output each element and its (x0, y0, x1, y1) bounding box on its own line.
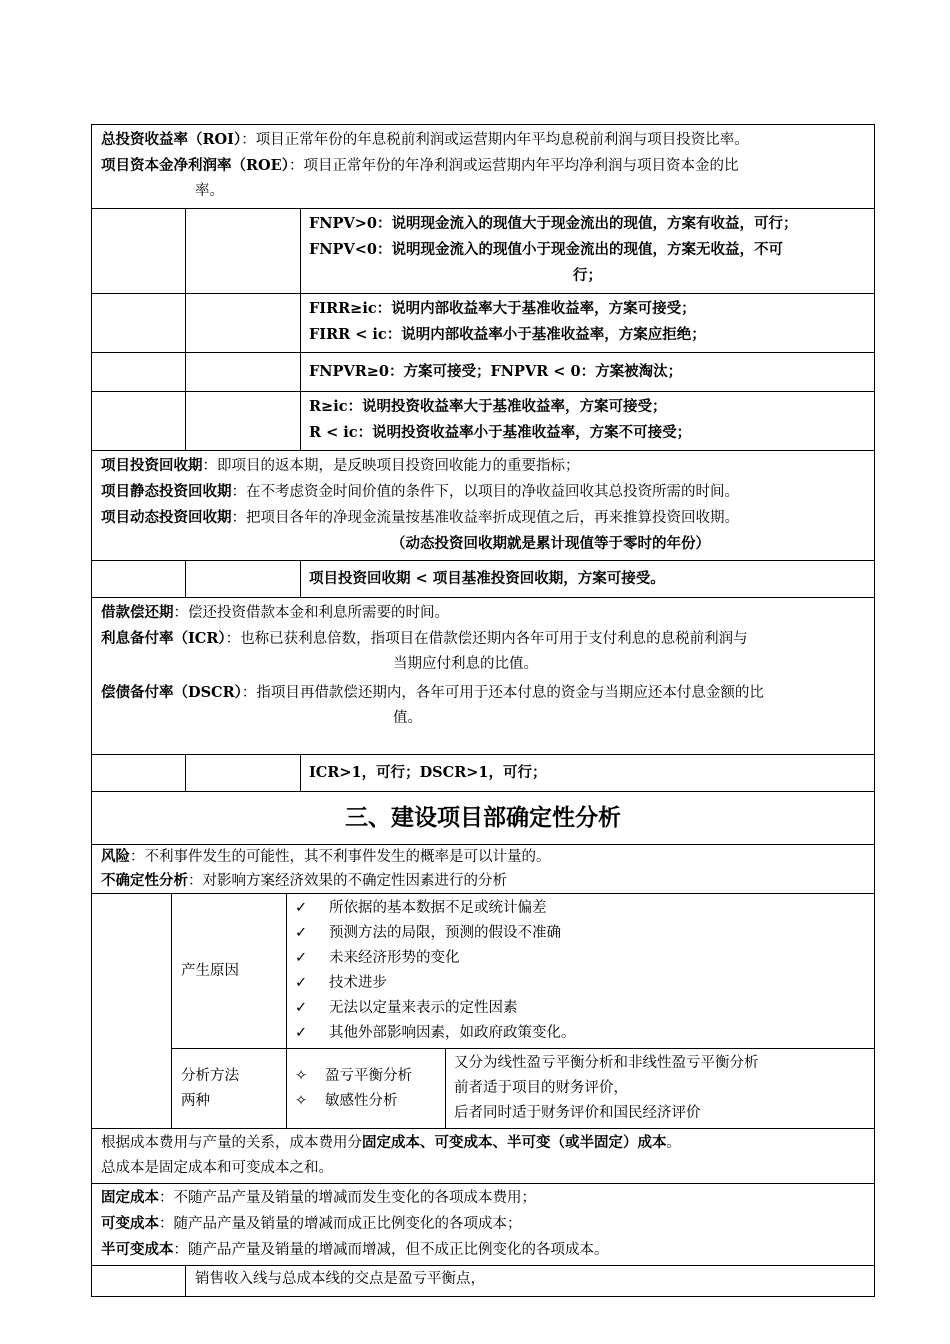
fnpvr-row (92, 353, 875, 392)
payback-row (92, 451, 875, 561)
r-reject: R < ic：说明投资收益率小于基准收益率，方案不可接受； (309, 424, 692, 441)
fnpv-negative: FNPV<0：说明现金流入的现值小于现金流出的现值，方案无收益，不可 (309, 241, 783, 258)
payback-rule-row (92, 561, 875, 598)
check-icon: ✓ (295, 950, 308, 966)
r-row (92, 392, 875, 451)
uncertainty-table (91, 893, 875, 1129)
check-icon: ✓ (295, 900, 308, 916)
dscr-definition: 偿债备付率（DSCR）：指项目再借款偿还期内，各年可用于还本付息的资金与当期应还本付息金额的比 (101, 684, 764, 701)
payback-definition: 项目投资回收期：即项目的返本期，是反映项目投资回收能力的重要指标； (101, 457, 580, 474)
list-item: ✓ 无法以定量来表示的定性因素 (295, 996, 866, 1021)
cost-def-row (92, 1184, 875, 1266)
check-icon: ✓ (295, 975, 308, 991)
loan-repayment-definition: 借款偿还期：偿还投资借款本金和利息所需要的时间。 (101, 604, 449, 621)
dynamic-payback-definition: 项目动态投资回收期：把项目各年的净现金流量按基准收益率折成现值之后，再来推算投资回收期。 (101, 509, 739, 526)
firr-reject: FIRR < ic：说明内部收益率小于基准收益率，方案应拒绝； (309, 326, 706, 343)
cost-table (91, 1128, 875, 1297)
list-item: ✓ 其他外部影响因素，如政府政策变化。 (295, 1021, 866, 1046)
breakeven-row (92, 1266, 875, 1297)
check-icon: ✓ (295, 1025, 308, 1041)
breakeven-definition: 销售收入线与总成本线的交点是盈亏平衡点， (186, 1266, 875, 1297)
roi-roe-row: 总投资收益率（ROI）：项目正常年份的年息税前利润或运营期内年平均息税前利润与项目投资比率。 项目资本金净利润率（ROE）：项目正常年份的年净利润或运营期内年平均净利润与项目资本金的比 率。 (92, 125, 875, 209)
diamond-icon: ✧ (295, 1092, 308, 1109)
causes-label: 产生原因 (172, 894, 287, 1049)
icr-definition: 利息备付率（ICR）：也称已获利息倍数，指项目在借款偿还期内各年可用于支付利息的息税前利润与 (101, 630, 748, 647)
fnpvr-rule: FNPVR≥0：方案可接受；FNPVR < 0：方案被淘汰； (309, 363, 683, 380)
list-item: ✧ 盈亏平衡分析 (295, 1064, 437, 1089)
roi-definition: 总投资收益率（ROI）：项目正常年份的年息税前利润或运营期内年平均息税前利润与项目投资比率。 (101, 131, 749, 148)
semi-variable-cost-definition: 半可变成本：随产品产量及销量的增减而增减，但不成正比例变化的各项成本。 (101, 1241, 609, 1258)
risk-row (92, 845, 875, 894)
causes-list (287, 894, 875, 1049)
uncertainty-definition: 不确定性分析：对影响方案经济效果的不确定性因素进行的分析 (101, 872, 507, 889)
list-item: ✓ 所依据的基本数据不足或统计偏差 (295, 896, 866, 921)
r-accept: R≥ic：说明投资收益率大于基准收益率，方案可接受； (309, 398, 667, 415)
cost-intro-row (92, 1129, 875, 1184)
dynamic-payback-note: （动态投资回收期就是累计现值等于零时的年份） (391, 535, 710, 552)
total-cost-definition: 总成本是固定成本和可变成本之和。 (101, 1160, 333, 1176)
risk-definition: 风险：不利事件发生的可能性，其不利事件发生的概率是可以计量的。 (101, 848, 551, 865)
methods-notes: 又分为线性盈亏平衡分析和非线性盈亏平衡分析 前者适于项目的财务评价， 后者同时适于财务评价和国民经济评价 (446, 1049, 875, 1129)
payback-rule: 项目投资回收期 < 项目基准投资回收期，方案可接受。 (309, 570, 665, 587)
firr-row (92, 294, 875, 353)
causes-row (92, 894, 875, 1049)
methods-list (287, 1049, 446, 1129)
fnpv-row: FNPV>0：说明现金流入的现值大于现金流出的现值，方案有收益，可行； FNPV<0：说明现金流入的现值小于现金流出的现值，方案无收益，不可 行； (92, 209, 875, 294)
list-item: ✓ 预测方法的局限，预测的假设不准确 (295, 921, 866, 946)
cost-classification: 根据成本费用与产量的关系，成本费用分固定成本、可变成本、半可变（或半固定）成本。 (101, 1134, 681, 1151)
roe-definition: 项目资本金净利润率（ROE）：项目正常年份的年净利润或运营期内年平均净利润与项目资本金的比 (101, 157, 739, 174)
check-icon: ✓ (295, 1000, 308, 1016)
document-page (91, 124, 875, 1297)
list-item: ✓ 技术进步 (295, 971, 866, 996)
firr-accept: FIRR≥ic：说明内部收益率大于基准收益率，方案可接受； (309, 300, 696, 317)
section-title-row (92, 792, 875, 845)
methods-row (92, 1049, 875, 1129)
static-payback-definition: 项目静态投资回收期：在不考虑资金时间价值的条件下，以项目的净收益回收其总投资所需的时间。 (101, 483, 739, 500)
list-item: ✧ 敏感性分析 (295, 1089, 437, 1114)
fnpv-positive: FNPV>0：说明现金流入的现值大于现金流出的现值，方案有收益，可行； (309, 215, 798, 232)
check-icon: ✓ (295, 925, 308, 941)
loan-row: 借款偿还期：偿还投资借款本金和利息所需要的时间。 利息备付率（ICR）：也称已获利息倍数，指项目在借款偿还期内各年可用于支付利息的息税前利润与 当期应付利息的比值。 偿债备付率（DSCR）：指项目再借款偿还期内，各年可用于还本付息的资金与当期应还本付息金额的比 值。 (92, 598, 875, 755)
indicator-table (91, 124, 875, 894)
diamond-icon: ✧ (295, 1067, 308, 1084)
fixed-cost-definition: 固定成本：不随产品产量及销量的增减而发生变化的各项成本费用； (101, 1189, 536, 1206)
methods-label: 分析方法 两种 (172, 1049, 287, 1129)
section-title: 三、建设项目部确定性分析 (92, 792, 875, 845)
list-item: ✓ 未来经济形势的变化 (295, 946, 866, 971)
icr-dscr-rule: ICR>1，可行；DSCR>1，可行； (309, 764, 547, 781)
variable-cost-definition: 可变成本：随产品产量及销量的增减而成正比例变化的各项成本； (101, 1215, 522, 1232)
icr-rule-row (92, 755, 875, 792)
